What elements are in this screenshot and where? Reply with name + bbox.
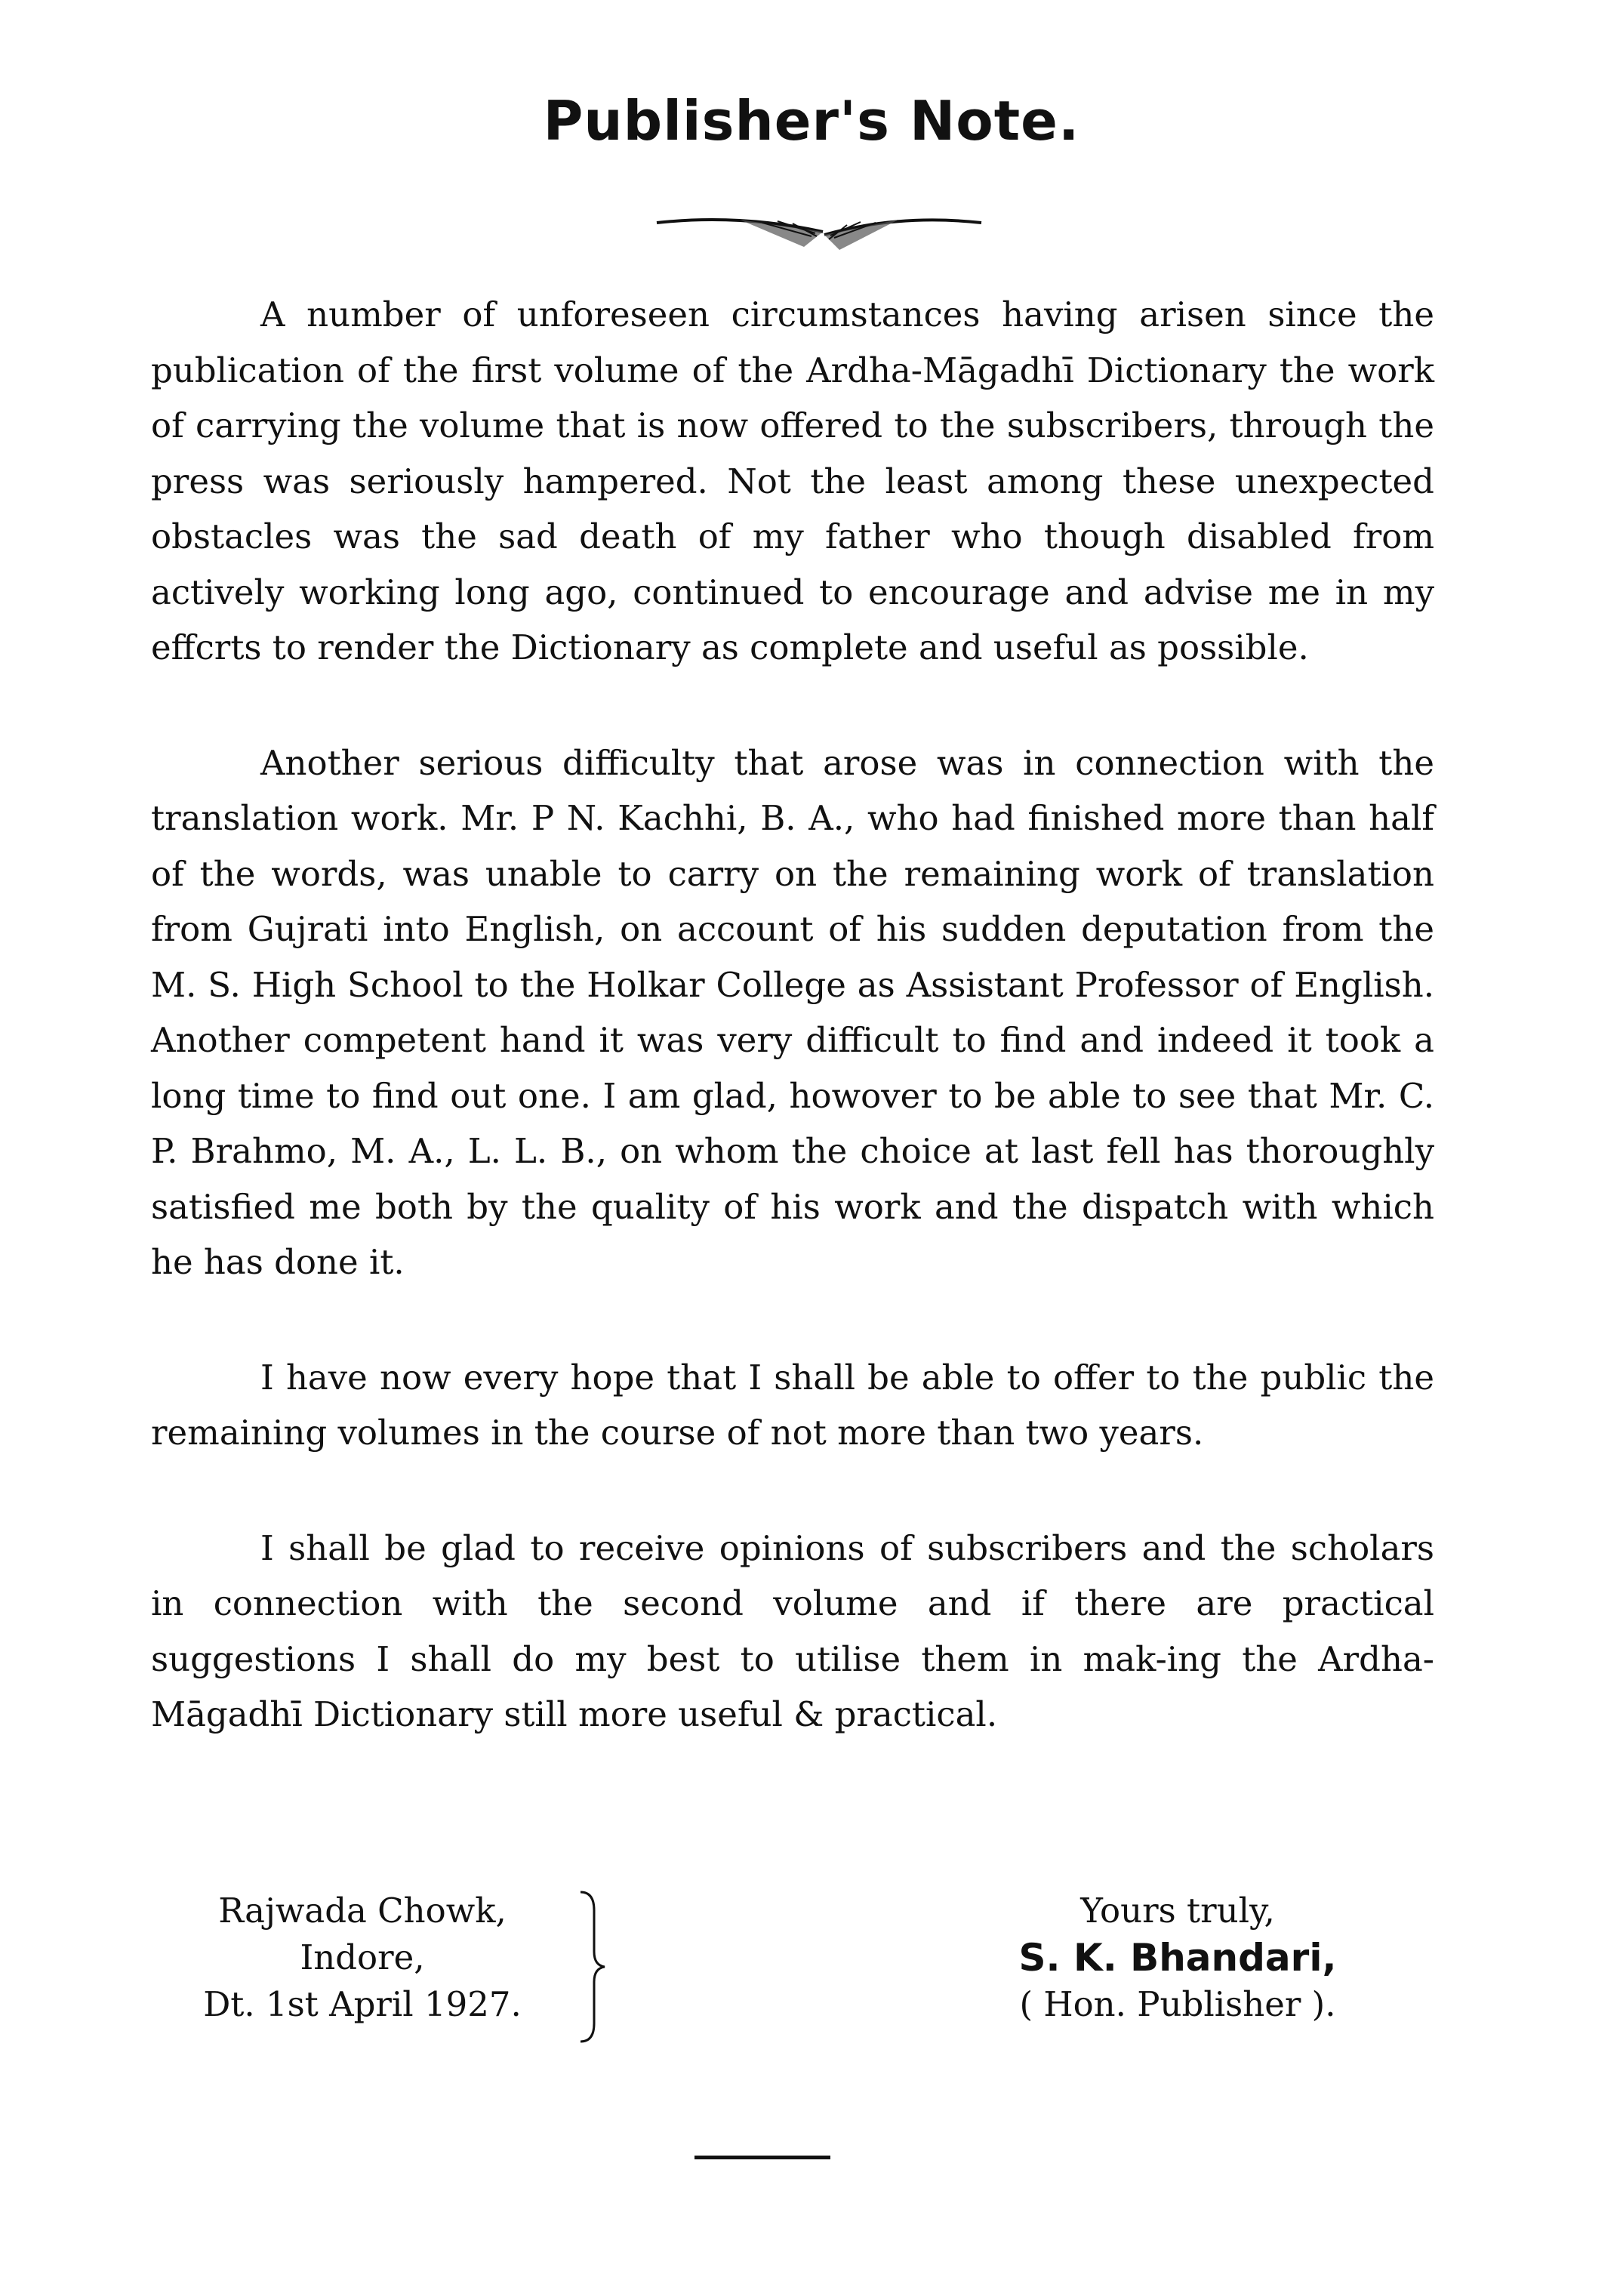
end-rule: [694, 2156, 830, 2159]
address-line-street: Rajwada Chowk,: [218, 1891, 507, 1931]
paragraph-4: I shall be glad to receive opinions of subscribers and the scholars in connection with the second volume and if there are practical suggestions I shall do my best to utilise them in mak-ing the Ardha-Māgadhī Dictionary still more useful & practical.: [151, 1527, 1434, 1734]
address-line-date: Dt. 1st April 1927.: [203, 1984, 522, 2024]
paragraph-3: I have now every hope that I shall be able to offer to the public the remaining volumes in the course of not more than two years.: [151, 1357, 1434, 1453]
closing-block: [0, 1888, 1623, 2069]
scroll-flourish-icon: [649, 193, 989, 260]
signature-block: [906, 1888, 1449, 2028]
page-title: Publisher's Note.: [543, 89, 1080, 153]
salutation: Yours truly,: [1080, 1891, 1275, 1931]
paragraph-2: Another serious difficulty that arose was in connection with the translation work. Mr. P N. Kachhi, B. A., who had finished more than half of the words, was unable to carry on the remaining work of translation from Gujrati into English, on account of his sudden deputation from the M. S. High School to the Holkar College as Assistant Professor of English. Another competent hand it was very difficult to find and indeed it took a long time to find out one. I am glad, howover to be able to see that Mr. C. P. Brahmo, M. A., L. L. B., on whom the choice at last fell has thoroughly satisfied me both by the quality of his work and the dispatch with which he has done it.: [151, 742, 1434, 1282]
paragraph-1: A number of unforeseen circumstances having arisen since the publication of the first volume of the Ardha-Māgadhī Dictionary the work of carrying the volume that is now offered to the subscribers, through the press was seriously hampered. Not the least among these unexpected obstacles was the sad death of my father who though disabled from actively working long ago, continued to encourage and advise me in my effcrts to render the Dictionary as complete and useful as possible.: [151, 294, 1434, 667]
note-body: [151, 287, 1434, 1802]
address-line-city: Indore,: [300, 1937, 425, 1977]
publisher-role: ( Hon. Publisher ).: [1019, 1984, 1336, 2024]
publisher-name: S. K. Bhandari,: [1018, 1936, 1337, 1980]
address-block: [159, 1888, 566, 2028]
curly-brace-icon: [577, 1888, 608, 2046]
